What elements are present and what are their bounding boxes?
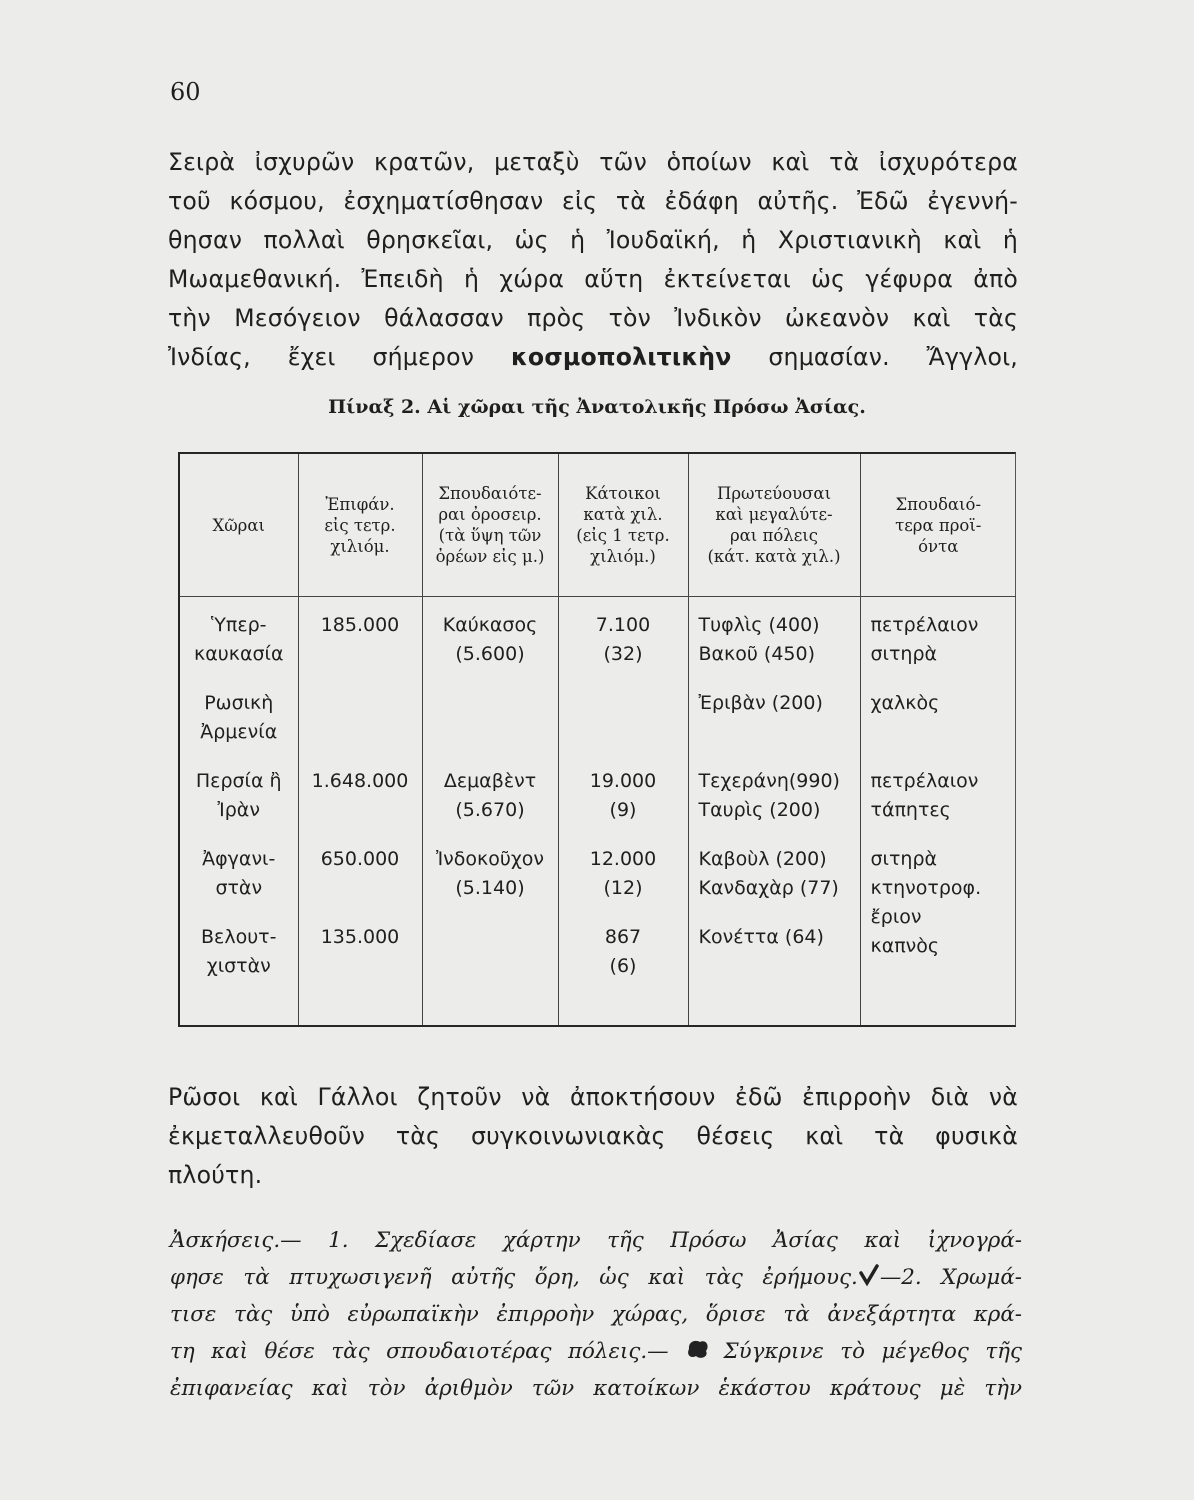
table-cell: καυκασία (194, 643, 284, 665)
intro-line: τοῦ κόσμου, ἐσχηματίσθησαν εἰς τὰ ἐδάφη αὐτῆς. Ἐδῶ ἐγεννή- (168, 187, 1018, 215)
table-cell: ἔριον (870, 906, 922, 928)
table-header-row (180, 454, 1016, 597)
capitals-column (688, 597, 860, 1026)
exercise-line: ἐπιφανείας καὶ τὸν ἀριθμὸν τῶν κατοίκων ἑκάστου κράτους μὲ τὴν (170, 1376, 1022, 1401)
table-cell: 867 (604, 926, 642, 948)
countries-column (180, 597, 298, 1026)
header-products: Σπουδαιό- τερα προϊ- όντα (860, 454, 1016, 597)
table-cell: Ἰρὰν (217, 799, 260, 821)
table-cell: Δεμαβὲντ (443, 770, 537, 792)
table-cell: (5.600) (455, 643, 525, 665)
exercise-number: 1. (328, 1228, 349, 1253)
table-cell: 135.000 (320, 926, 400, 948)
table-cell: τάπητες (870, 799, 951, 821)
population-column (558, 597, 688, 1026)
countries-table (178, 452, 1016, 1027)
intro-text: Ἰνδίας, ἔχει σήμερον (168, 343, 475, 371)
table-cell: 650.000 (320, 848, 400, 870)
emphasized-term: κοσμοπολιτικὴν (510, 343, 732, 371)
header-mountains: Σπουδαιότε- ραι ὀροσειρ. (τὰ ὕψη τῶν ὀρέων εἰς μ.) (422, 454, 558, 597)
table-cell: (9) (609, 799, 637, 821)
table-body-row (180, 597, 1016, 1026)
exercise-line: φησε τὰ πτυχωσιγενῆ αὐτῆς ὄρη, ὡς καὶ τὰς ἐρήμους. —2. Χρωμά- (170, 1265, 1023, 1290)
table-cell: Τυφλὶς (400) (698, 614, 820, 636)
table-cell: Ἀρμενία (200, 721, 278, 743)
header-population: Κάτοικοι κατὰ χιλ. (εἰς 1 τετρ. χιλιόμ.) (558, 454, 688, 597)
table-cell: Καβοὺλ (200) (698, 848, 827, 870)
table-cell: 1.648.000 (311, 770, 409, 792)
header-area: Ἐπιφάν. εἰς τετρ. χιλιόμ. (298, 454, 422, 597)
intro-paragraph (168, 143, 1018, 377)
table-cell: χιστὰν (206, 955, 271, 977)
exercises-section (170, 1222, 1022, 1407)
table-cell: καπνὸς (870, 935, 940, 957)
intro-line-last (168, 338, 1018, 377)
outro-line: πλούτη. (168, 1161, 263, 1189)
pencil-check-mark-icon (858, 1263, 880, 1287)
table-cell: 185.000 (320, 614, 400, 636)
intro-text: σημασίαν. Ἄγγλοι, (768, 343, 1019, 371)
table-cell: Βακοῦ (450) (698, 643, 816, 665)
table-cell: σιτηρὰ (870, 643, 938, 665)
ink-blot-mark-icon (685, 1337, 707, 1361)
table-cell: 7.100 (595, 614, 651, 636)
table-cell: σιτηρὰ (870, 848, 938, 870)
table-cell: (5.140) (455, 877, 525, 899)
table-cell: Καύκασος (442, 614, 538, 636)
table-cell: Κανδαχὰρ (77) (698, 877, 839, 899)
table-cell: (32) (603, 643, 643, 665)
exercise-line: Ἀσκήσεις.— 1. Σχεδίασε χάρτην τῆς Πρόσω Ἀσίας καὶ ἰχνογρά- (170, 1228, 1022, 1253)
table-cell: (12) (603, 877, 643, 899)
table-cell: (6) (609, 955, 637, 977)
table-cell: 12.000 (589, 848, 657, 870)
table-cell: Ἀφγανι- (202, 848, 276, 870)
table-cell: Κονέττα (64) (698, 926, 824, 948)
table-cell: Ἰνδοκοῦχον (435, 848, 545, 870)
outro-line: Ρῶσοι καὶ Γάλλοι ζητοῦν νὰ ἀποκτήσουν ἐδῶ ἐπιρροὴν διὰ νὰ (168, 1083, 1018, 1111)
header-countries: Χῶραι (180, 454, 298, 597)
intro-line: θησαν πολλαὶ θρησκεῖαι, ὡς ἡ Ἰουδαϊκή, ἡ Χριστιανικὴ καὶ ἡ (168, 226, 1018, 254)
table-cell: Ταυρὶς (200) (698, 799, 821, 821)
table-cell: Τεχεράνη(990) (698, 770, 840, 792)
mountains-column (422, 597, 558, 1026)
table-cell: Ρωσικὴ (204, 692, 274, 714)
table-cell: Ὑπερ- (210, 614, 267, 636)
intro-line: Σειρὰ ἰσχυρῶν κρατῶν, μεταξὺ τῶν ὁποίων καὶ τὰ ἰσχυρότερα (168, 148, 1018, 176)
closing-paragraph (168, 1078, 1018, 1195)
table-cell: κτηνοτροφ. (870, 877, 982, 899)
table-cell: Περσία ἢ (195, 770, 282, 792)
table-cell: πετρέλαιον (870, 770, 979, 792)
table-cell: Βελουτ- (201, 926, 277, 948)
exercises-label: Ἀσκήσεις.— (170, 1228, 302, 1253)
table-caption: Πίναξ 2. Αἱ χῶραι τῆς Ἀνατολικῆς Πρόσω Ἀσίας. (328, 396, 866, 418)
outro-line: ἐκμεταλλευθοῦν τὰς συγκοινωνιακὰς θέσεις καὶ τὰ φυσικὰ (168, 1122, 1018, 1150)
exercise-line: τη καὶ θέσε τὰς σπουδαιοτέρας πόλεις.— Σύγκρινε τὸ μέγεθος τῆς (170, 1339, 1022, 1364)
table-cell: 19.000 (589, 770, 657, 792)
table-cell: χαλκὸς (870, 692, 940, 714)
table-cell: πετρέλαιον (870, 614, 979, 636)
table-cell: (5.670) (455, 799, 525, 821)
products-column (860, 597, 1016, 1026)
exercise-line: τισε τὰς ὑπὸ εὐρωπαϊκὴν ἐπιρροὴν χώρας, ὅρισε τὰ ἀνεξάρτητα κρά- (170, 1302, 1022, 1327)
area-column (298, 597, 422, 1026)
table-cell: στὰν (215, 877, 263, 899)
intro-line: τὴν Μεσόγειον θάλασσαν πρὸς τὸν Ἰνδικὸν ὠκεανὸν καὶ τὰς (168, 304, 1018, 332)
page-number: 60 (170, 78, 201, 106)
intro-line: Μωαμεθανική. Ἐπειδὴ ἡ χώρα αὕτη ἐκτείνεται ὡς γέφυρα ἀπὸ (168, 265, 1018, 293)
table-cell: Ἐριβὰν (200) (698, 692, 823, 714)
header-capitals: Πρωτεύουσαι καὶ μεγαλύτε- ραι πόλεις (κάτ. κατὰ χιλ.) (688, 454, 860, 597)
